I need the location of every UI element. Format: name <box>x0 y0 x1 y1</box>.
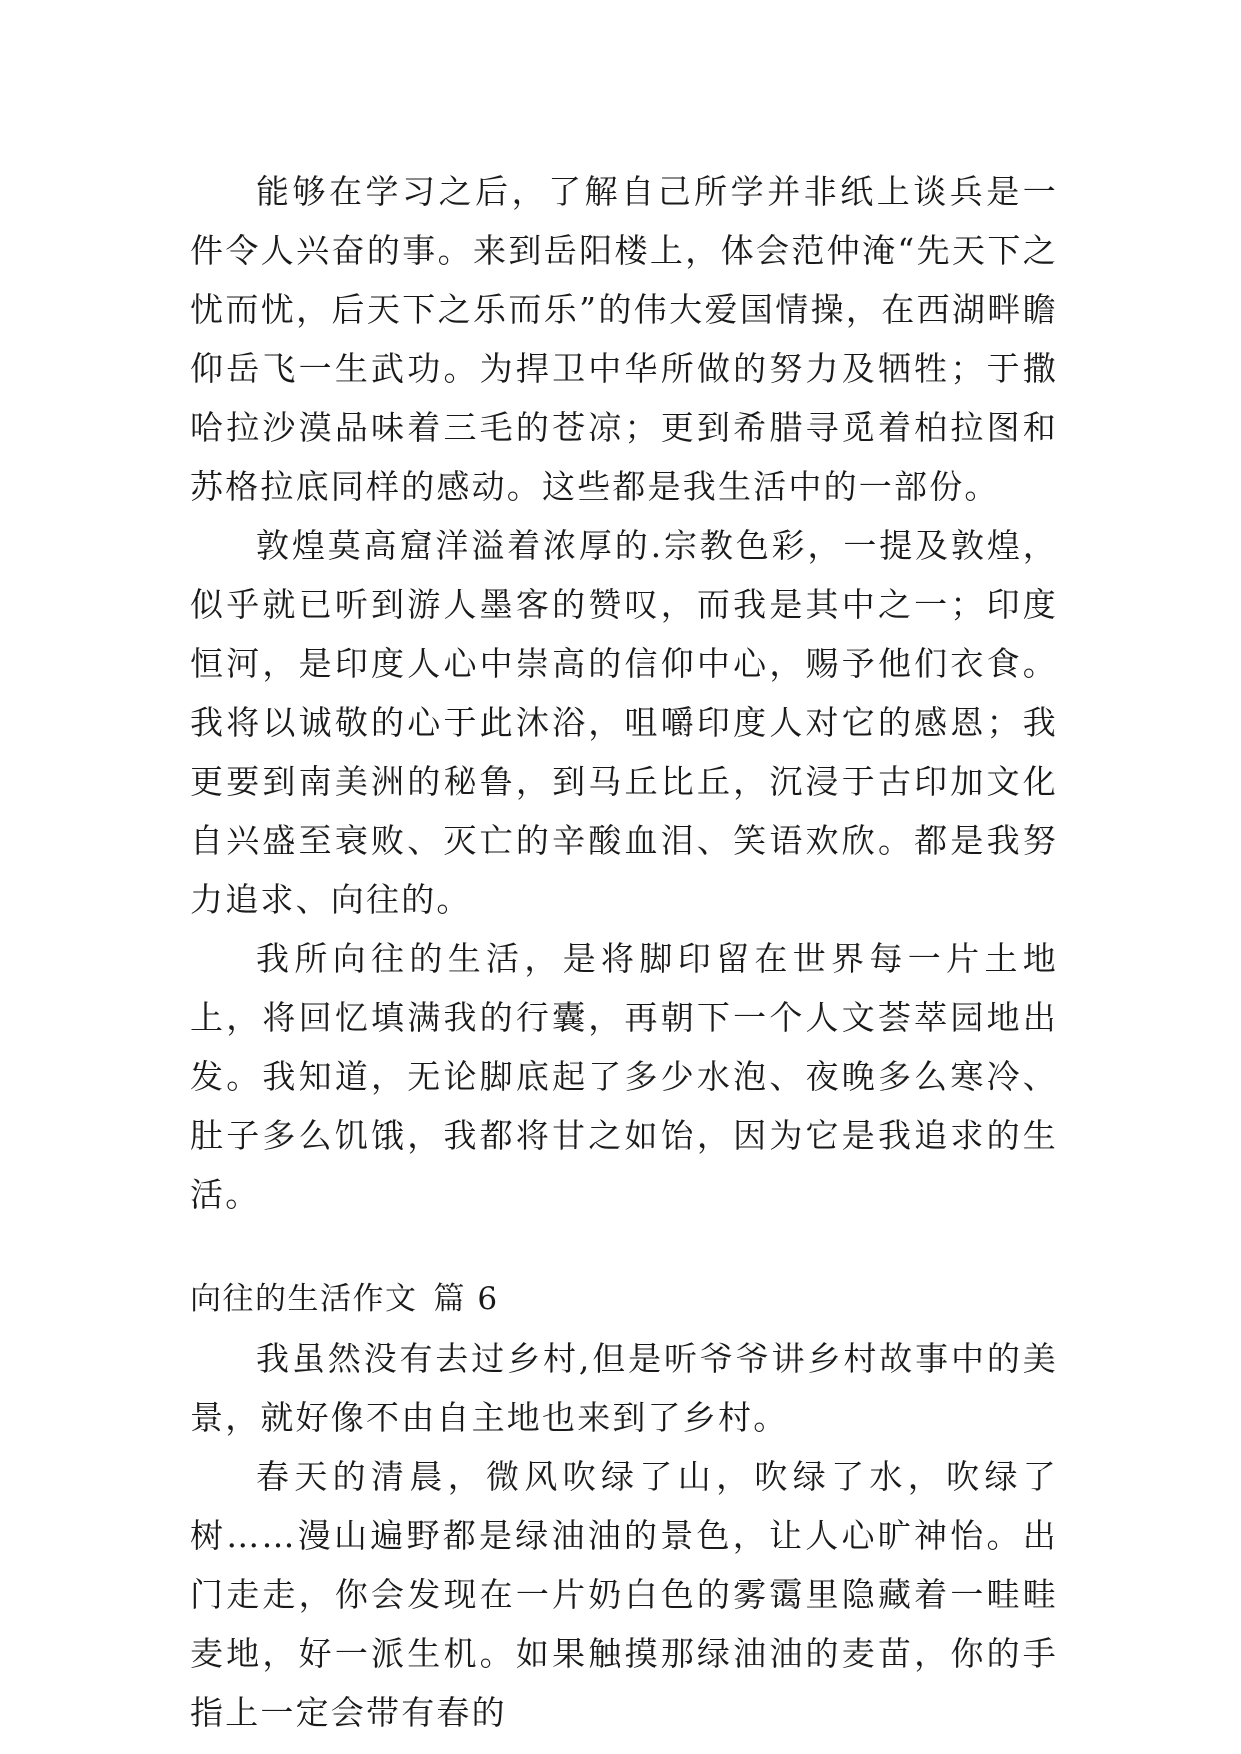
paragraph-village-intro: 我虽然没有去过乡村,但是听爷爷讲乡村故事中的美景，就好像不由自主地也来到了乡村。 <box>190 1339 1058 1437</box>
paragraph-dunhuang-ganges: 敦煌莫高窟洋溢着浓厚的.宗教色彩，一提及敦煌，似乎就已听到游人墨客的赞叹，而我是其中之一；印度恒河，是印度人心中崇高的信仰中心，赐予他们衣食。我将以诚敬的心于此沐浴，咀嚼印度人对它的感恩；我更要到南美洲的秘鲁，到马丘比丘，沉浸于古印加文化自兴盛至衰败、灭亡的辛酸血泪、笑语欢欣。都是我努力追求、向往的。 <box>190 526 1058 919</box>
section-heading-number: 篇 6 <box>433 1281 499 1317</box>
paragraph-desired-life: 我所向往的生活，是将脚印留在世界每一片土地上，将回忆填满我的行囊，再朝下一个人文荟萃园地出发。我知道，无论脚底起了多少水泡、夜晚多么寒冷、肚子多么饥饿，我都将甘之如饴，因为它是我追求的生活。 <box>190 939 1058 1214</box>
section-heading <box>190 1270 1058 1329</box>
paragraph-spring-morning: 春天的清晨，微风吹绿了山，吹绿了水，吹绿了树……漫山遍野都是绿油油的景色，让人心旷神怡。出门走走，你会发现在一片奶白色的雾霭里隐藏着一畦畦麦地，好一派生机。如果触摸那绿油油的麦苗，你的手指上一定会带有春的 <box>190 1457 1058 1732</box>
section-spacer <box>190 1224 1058 1270</box>
document-body <box>190 162 1058 1742</box>
paragraph-travel-learning: 能够在学习之后，了解自己所学并非纸上谈兵是一件令人兴奋的事。来到岳阳楼上，体会范仲淹“先天下之忧而忧，后天下之乐而乐”的伟大爱国情操，在西湖畔瞻仰岳飞一生武功。为捍卫中华所做的努力及牺牲；于撒哈拉沙漠品味着三毛的苍凉；更到希腊寻觅着柏拉图和苏格拉底同样的感动。这些都是我生活中的一部份。 <box>190 172 1058 506</box>
section-heading-title: 向往的生活作文 <box>190 1281 418 1317</box>
